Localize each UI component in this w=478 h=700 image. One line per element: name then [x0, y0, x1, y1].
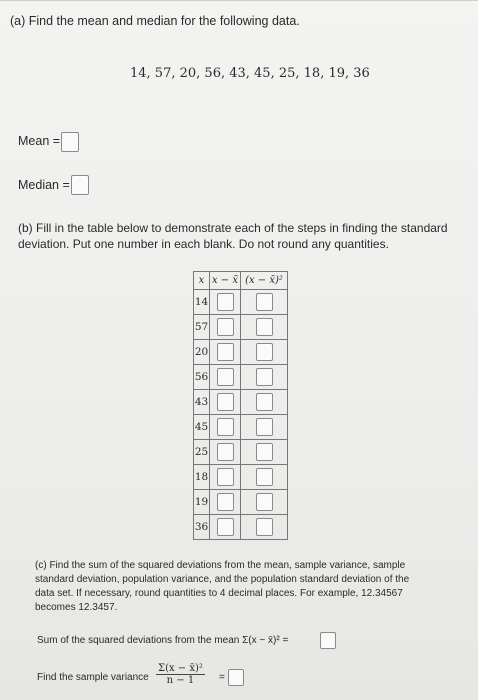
- table-header-row: [194, 272, 288, 290]
- squared-deviation-input[interactable]: [256, 293, 273, 311]
- deviation-cell: [210, 440, 241, 465]
- table-row: [194, 515, 288, 540]
- squared-deviation-input[interactable]: [256, 393, 273, 411]
- deviation-input[interactable]: [217, 393, 234, 411]
- squared-deviation-cell: [241, 365, 288, 390]
- x-value-cell: 43: [194, 390, 210, 415]
- part-c-line3: data set. If necessary, round quantities to 4 decimal places. For example, 12.34567: [35, 588, 403, 599]
- table-row: [194, 465, 288, 490]
- squared-deviation-cell: [241, 440, 288, 465]
- deviation-cell: [210, 490, 241, 515]
- part-c-line4: becomes 12.3457.: [35, 602, 118, 613]
- median-label: Median =: [18, 178, 70, 192]
- variance-denominator: n − 1: [166, 675, 195, 686]
- squared-deviation-input[interactable]: [256, 493, 273, 511]
- deviation-cell: [210, 390, 241, 415]
- table-row: [194, 315, 288, 340]
- deviation-cell: [210, 515, 241, 540]
- median-input[interactable]: [71, 175, 89, 195]
- deviation-cell: [210, 290, 241, 315]
- deviation-input[interactable]: [217, 468, 234, 486]
- squared-deviation-cell: [241, 340, 288, 365]
- sum-squared-input[interactable]: [320, 632, 336, 649]
- variance-equals: =: [219, 672, 225, 683]
- x-value-cell: 20: [194, 340, 210, 365]
- sample-variance-input[interactable]: [228, 669, 244, 686]
- x-value-cell: 57: [194, 315, 210, 340]
- deviation-input[interactable]: [217, 343, 234, 361]
- squared-deviation-input[interactable]: [256, 418, 273, 436]
- sample-variance-label: Find the sample variance: [37, 672, 149, 683]
- part-b-prompt-line1: (b) Fill in the table below to demonstrate each of the steps in finding the standard: [18, 221, 448, 235]
- table-row: [194, 365, 288, 390]
- deviation-cell: [210, 415, 241, 440]
- x-value-cell: 25: [194, 440, 210, 465]
- squared-deviation-cell: [241, 490, 288, 515]
- deviation-input[interactable]: [217, 443, 234, 461]
- header-x: x: [194, 272, 210, 290]
- part-a-prompt: (a) Find the mean and median for the following data.: [10, 14, 300, 28]
- deviation-input[interactable]: [217, 418, 234, 436]
- squared-deviation-input[interactable]: [256, 443, 273, 461]
- x-value-cell: 36: [194, 515, 210, 540]
- table-row: [194, 415, 288, 440]
- x-value-cell: 18: [194, 465, 210, 490]
- table-row: [194, 490, 288, 515]
- squared-deviation-cell: [241, 390, 288, 415]
- deviation-cell: [210, 365, 241, 390]
- squared-deviation-cell: [241, 415, 288, 440]
- part-c-line2: standard deviation, population variance, and the population standard deviation of the: [35, 574, 410, 585]
- table-row: [194, 390, 288, 415]
- table-row: [194, 340, 288, 365]
- squared-deviation-input[interactable]: [256, 518, 273, 536]
- deviation-input[interactable]: [217, 293, 234, 311]
- deviation-input[interactable]: [217, 493, 234, 511]
- squared-deviation-input[interactable]: [256, 468, 273, 486]
- header-squared-deviation: (x − x̄)²: [241, 272, 288, 290]
- squared-deviation-input[interactable]: [256, 368, 273, 386]
- squared-deviation-input[interactable]: [256, 318, 273, 336]
- deviation-input[interactable]: [217, 518, 234, 536]
- divider: [0, 0, 478, 1]
- deviation-cell: [210, 315, 241, 340]
- deviation-cell: [210, 465, 241, 490]
- mean-input[interactable]: [61, 132, 79, 152]
- x-value-cell: 14: [194, 290, 210, 315]
- sum-squared-label: Sum of the squared deviations from the mean Σ(x − x̄)² =: [37, 635, 289, 646]
- header-deviation: x − x̄: [210, 272, 241, 290]
- data-values: 14, 57, 20, 56, 43, 45, 25, 18, 19, 36: [130, 66, 370, 81]
- deviation-input[interactable]: [217, 318, 234, 336]
- deviation-cell: [210, 340, 241, 365]
- squared-deviation-input[interactable]: [256, 343, 273, 361]
- deviation-table: [193, 271, 289, 531]
- part-b-prompt-line2: deviation. Put one number in each blank. Do not round any quantities.: [18, 237, 389, 251]
- variance-numerator: Σ(x − x̄)²: [158, 663, 203, 674]
- squared-deviation-cell: [241, 290, 288, 315]
- squared-deviation-cell: [241, 315, 288, 340]
- table-row: [194, 440, 288, 465]
- x-value-cell: 56: [194, 365, 210, 390]
- variance-fraction: [156, 663, 205, 686]
- mean-label: Mean =: [18, 134, 61, 148]
- x-value-cell: 19: [194, 490, 210, 515]
- squared-deviation-cell: [241, 465, 288, 490]
- deviation-input[interactable]: [217, 368, 234, 386]
- part-c-line1: (c) Find the sum of the squared deviations from the mean, sample variance, sample: [35, 560, 406, 571]
- squared-deviation-cell: [241, 515, 288, 540]
- table-row: [194, 290, 288, 315]
- x-value-cell: 45: [194, 415, 210, 440]
